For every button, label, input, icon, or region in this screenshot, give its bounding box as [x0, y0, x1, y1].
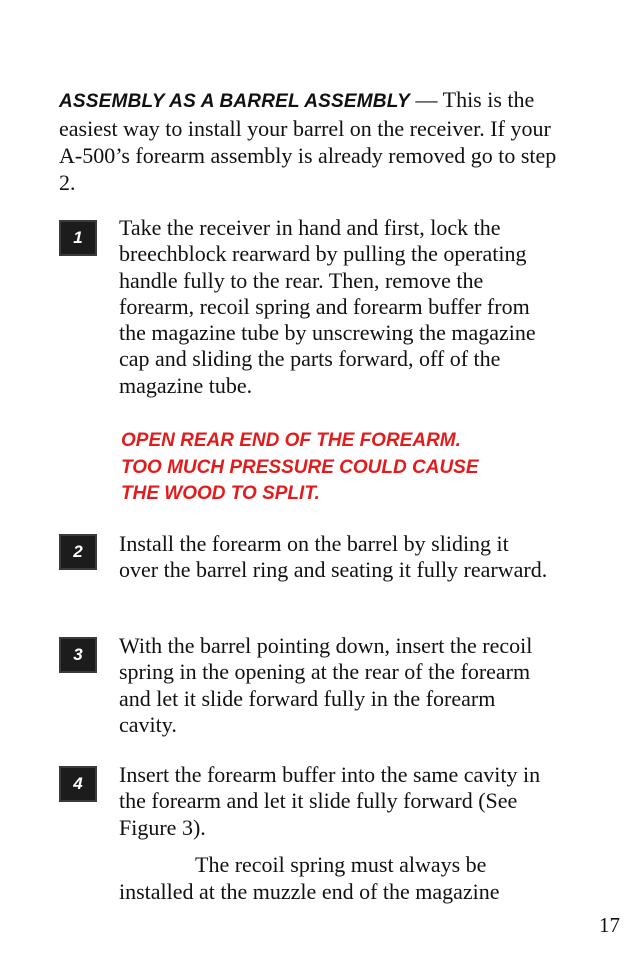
intro-paragraph: [59, 86, 559, 196]
step-1-text: Take the receiver in hand and first, lock the breechblock rearward by pulling the operating handle fully to the rear. Then, remove the forearm, recoil spring and forearm buffer from the magazine tube by unscrewing the magazine cap and sliding the parts forward, off of the magazine tube.: [119, 215, 536, 398]
step-4-badge: 4: [59, 766, 97, 802]
step-1-badge: 1: [59, 220, 97, 256]
note-line-2: installed at the muzzle end of the magazine: [119, 879, 500, 904]
intro-text: This is the easiest way to install your barrel on the receiver. If your A-500’s forearm assembly is already removed go to step 2.: [59, 87, 557, 195]
warning-line-2: TOO MUCH PRESSURE COULD CAUSE: [121, 456, 479, 478]
step-3-badge: 3: [59, 637, 97, 673]
section-heading: ASSEMBLY AS A BARREL ASSEMBLY: [59, 91, 411, 112]
step-4-text: Insert the forearm buffer into the same cavity in the forearm and let it slide fully forward (See Figure 3).: [119, 762, 541, 840]
warning-line-1: OPEN REAR END OF THE FOREARM.: [121, 430, 461, 451]
note-line-1: The recoil spring must always be: [195, 852, 487, 877]
recoil-spring-note: [119, 851, 559, 905]
page-number: 17: [599, 913, 620, 937]
heading-dash: —: [410, 87, 443, 112]
warning-line-3: THE WOOD TO SPLIT.: [121, 483, 320, 504]
warning-text: [121, 428, 551, 508]
step-3-text: With the barrel pointing down, insert the recoil spring in the opening at the rear of the forearm and let it slide forward fully in the forearm cavity.: [119, 633, 533, 737]
step-2-badge: 2: [59, 534, 97, 570]
step-2-text: Install the forearm on the barrel by sliding it over the barrel ring and seating it fully rearward.: [119, 531, 548, 583]
